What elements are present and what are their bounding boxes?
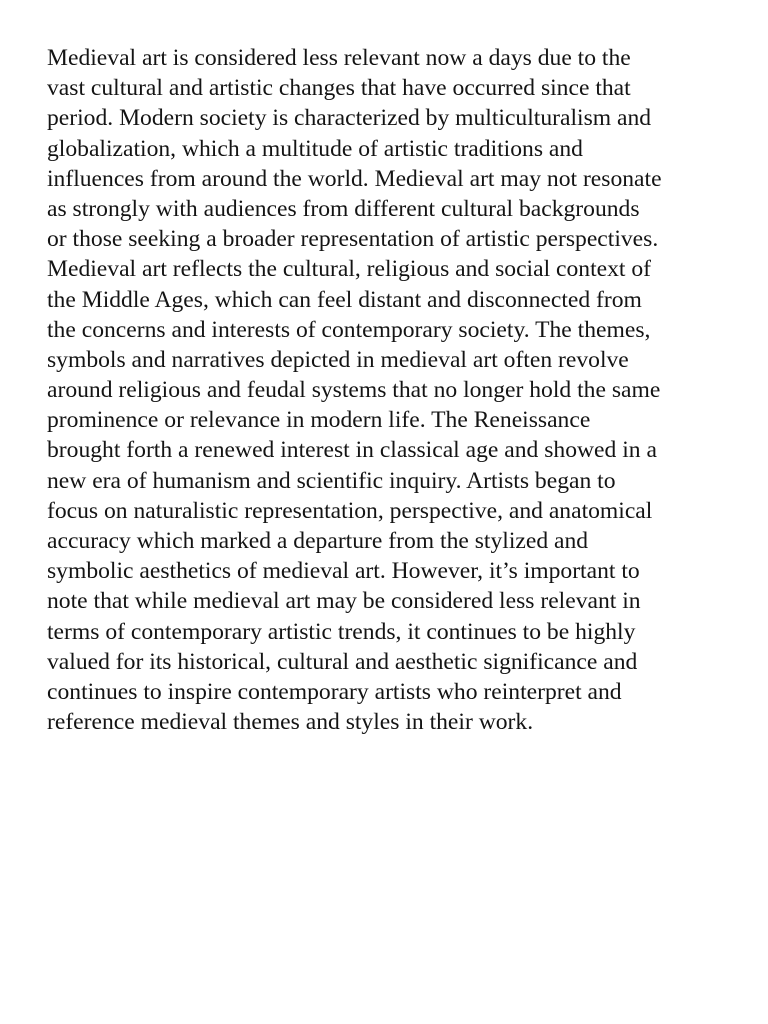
paragraph-line: symbols and narratives depicted in medieval art often revolve (47, 346, 629, 373)
paragraph-line: as strongly with audiences from different cultural backgrounds (47, 195, 640, 222)
paragraph-line: new era of humanism and scientific inquiry. Artists began to (47, 467, 616, 494)
paragraph-line: continues to inspire contemporary artists who reinterpret and (47, 678, 622, 705)
paragraph-line: Medieval art is considered less relevant now a days due to the (47, 45, 631, 71)
paragraph-line: note that while medieval art may be considered less relevant in (47, 588, 641, 615)
paragraph-line: influences from around the world. Medieval art may not resonate (47, 165, 662, 192)
paragraph-line: valued for its historical, cultural and aesthetic significance and (47, 648, 638, 675)
paragraph-line: prominence or relevance in modern life. The Reneissance (47, 407, 591, 434)
paragraph-line: symbolic aesthetics of medieval art. However, it’s important to (47, 558, 640, 585)
paragraph-line: accuracy which marked a departure from the stylized and (47, 528, 589, 554)
paragraph-line: period. Modern society is characterized by multiculturalism and (47, 105, 652, 132)
paragraph-line: around religious and feudal systems that no longer hold the same (47, 377, 661, 404)
paragraph-line: Medieval art reflects the cultural, religious and social context of (47, 256, 652, 283)
paragraph-line: terms of contemporary artistic trends, it continues to be highly (47, 618, 636, 645)
paragraph-line: the concerns and interests of contemporary society. The themes, (47, 316, 651, 343)
paragraph-line: vast cultural and artistic changes that have occurred since that (47, 75, 631, 102)
paragraph-line: the Middle Ages, which can feel distant and disconnected from (47, 286, 642, 313)
paragraph-line: globalization, which a multitude of artistic traditions and (47, 135, 583, 162)
paragraph-line: brought forth a renewed interest in classical age and showed in a (47, 437, 657, 464)
essay-paragraph (47, 43, 727, 737)
paragraph-line: focus on naturalistic representation, perspective, and anatomical (47, 497, 653, 524)
paragraph-line: reference medieval themes and styles in their work. (47, 709, 534, 736)
paragraph-line: or those seeking a broader representation of artistic perspectives. (47, 226, 659, 253)
